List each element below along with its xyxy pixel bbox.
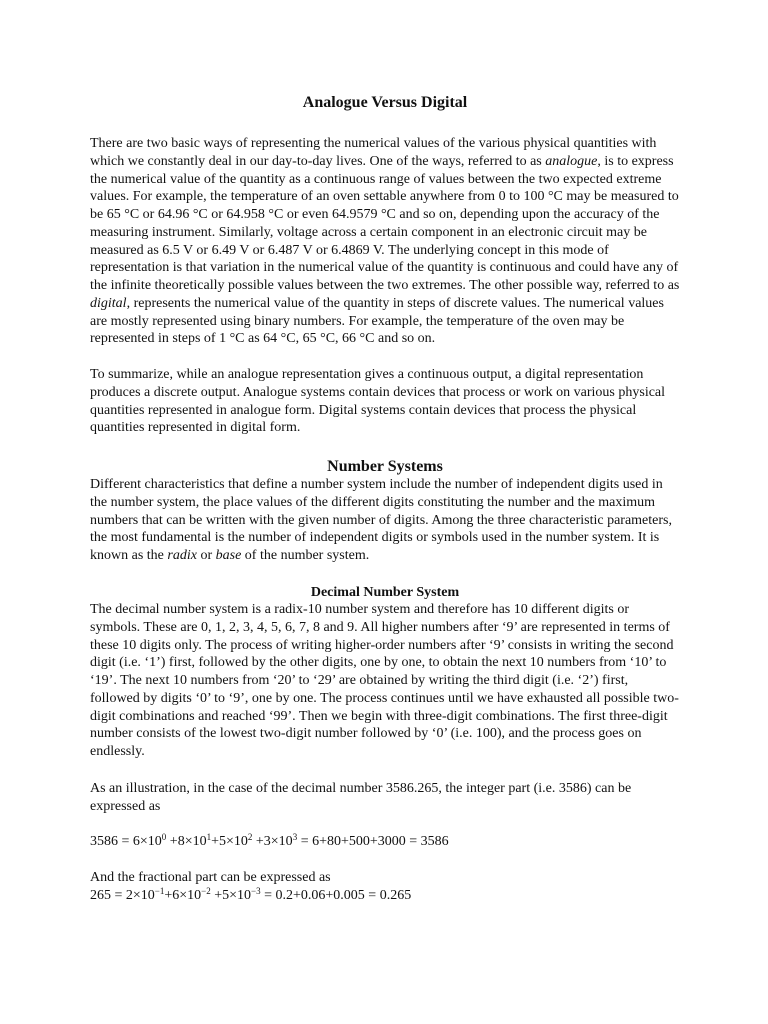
number-systems-or: or (196, 548, 216, 563)
document-title: Analogue Versus Digital (302, 94, 468, 111)
intro-text-2: , is to express the numerical value of the quantity as a continuous range of values between the two expected extreme values. For example, the temperature of an oven settable anywhere from 0 to 100 °C may be measured to be 65 °C or 64.96 °C or 64.958 °C or even 64.9579 °C and so on, depending upon the accuracy of the measuring instrument. Similarly, voltage across a certain component in an electronic circuit may be measured as 6.5 V or 6.49 V or 6.487 V or 6.4869 V. The underlying concept in this mode of representation is that variation in the numerical value of the quantity is continuous and could have any of the infinite theoretically possible values between the two extremes. The other possible way, referred to as (90, 153, 680, 293)
fractional-expansion-equation: $265 = 2\times 10^{-1}+6\times 10^{-2} +5\times 10^{-3} = 0.2+0.06+0.005 = 0.265$ (90, 886, 412, 903)
intro-paragraph (90, 135, 680, 348)
term-digital: digital (90, 295, 127, 311)
intro-text-1: There are two basic ways of representing the numerical values of the various physical quantities with which we constantly deal in our day-to-day lives. One of the ways, referred to as (90, 136, 657, 169)
number-systems-text-1: Different characteristics that define a number system include the number of independent digits used in the number system, the place values of the different digits constituting the number and the maximum numbers that can be written with the given number of digits. Among the three characteristic parameters, the most fundamental is the number of independent digits or symbols used in the number system. It is known as the (90, 477, 672, 563)
decimal-paragraph: The decimal number system is a radix-10 number system and therefore has 10 different digits or symbols. These are 0, 1, 2, 3, 4, 5, 6, 7, 8 and 9. All higher numbers after ‘9’ are represented in terms of these 10 digits only. The process of writing higher-order numbers after ‘9’ consists in writing the second digit (i.e. ‘1’) first, followed by the other digits, one by one, to obtain the next 10 numbers from ‘10’ to ‘19’. The next 10 numbers from ‘20’ to ‘29’ are obtained by writing the third digit (i.e. ‘2’) first, followed by digits ‘0’ to ‘9’, one by one. The process continues until we have exhausted all possible two-digit combinations and reached ‘99’. Then we begin with three-digit combinations. The first three-digit number consists of the lowest two-digit number followed by ‘0’ (i.e. 100), and the process goes on endlessly. (90, 602, 679, 759)
integer-expansion-equation: $3586 = 6\times 10^0 +8\times 10^1+5\times 10^2 +3\times 10^3 = 6+80+500+3000 = 3586$ (90, 832, 449, 849)
number-systems-text-2: of the number system. (241, 548, 370, 563)
term-base: base (215, 548, 242, 563)
number-systems-heading: Number Systems (327, 458, 443, 475)
term-analogue: analogue (545, 153, 598, 169)
intro-text-3: , represents the numerical value of the quantity in steps of discrete values. The numerical values are mostly represented using binary numbers. For example, the temperature of the oven may be represented in steps of 1 °C as 64 °C, 65 °C, 66 °C and so on. (90, 295, 664, 347)
number-systems-paragraph (90, 476, 680, 565)
decimal-system-heading: Decimal Number System (310, 585, 460, 600)
fractional-intro-text: And the fractional part can be expressed as (90, 870, 331, 885)
term-radix: radix (167, 548, 197, 563)
summary-paragraph: To summarize, while an analogue representation gives a continuous output, a digital representation produces a discrete output. Analogue systems contain devices that process or work on various physical quantities represented in analogue form. Digital systems contain devices that process the physical quantities represented in digital form. (90, 367, 666, 436)
illustration-paragraph: As an illustration, in the case of the decimal number 3586.265, the integer part (i.e. 3586) can be expressed as (90, 781, 632, 814)
